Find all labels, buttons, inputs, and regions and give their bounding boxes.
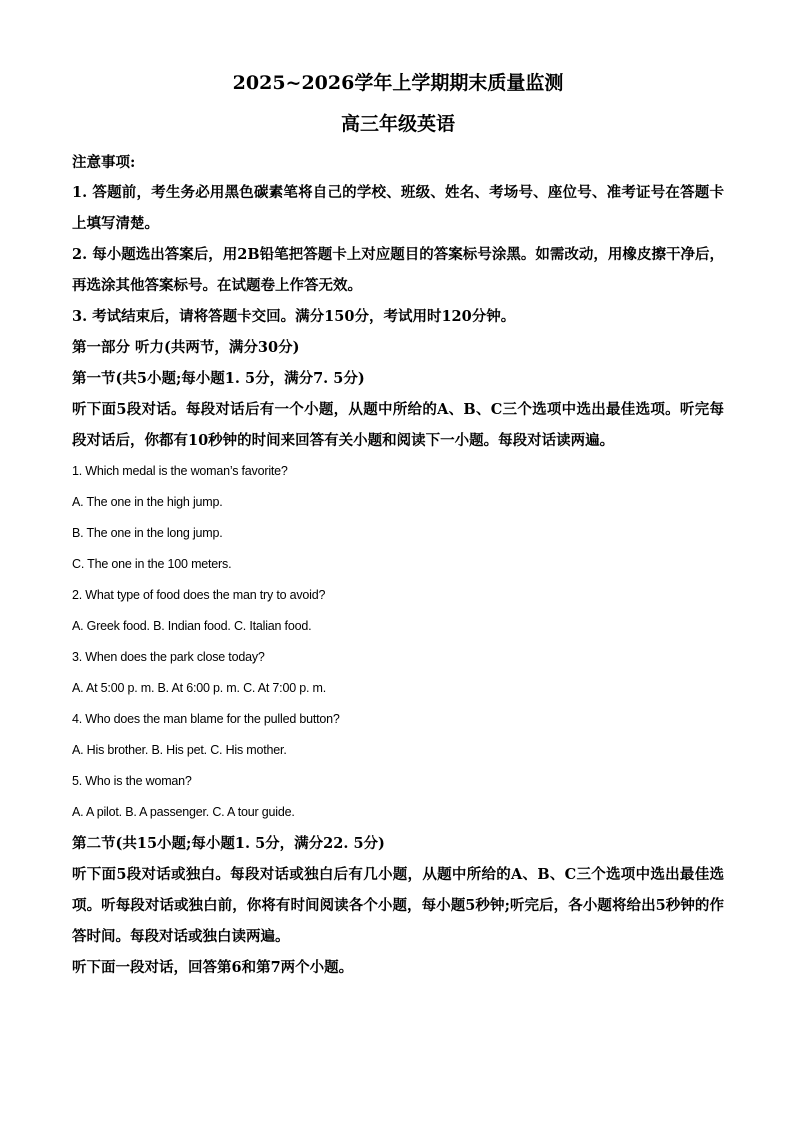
dialogue-intro: 听下面一段对话，回答第6和第7两个小题。 [72, 959, 354, 976]
exam-title: 2025~2026学年上学期期末质量监测 [232, 72, 564, 94]
note-item-3: 3. 考试结束后，请将答题卡交回。满分150分，考试用时120分钟。 [72, 308, 516, 325]
exam-page [72, 68, 724, 983]
question-stem: 1. Which medal is the woman’s favorite? [72, 464, 288, 478]
section2-instructions: 听下面5段对话或独白。每段对话或独白后有几小题，从题中所给的A、B、C三个选项中选出最佳选项。听每段对话或独白前，你将有时间阅读各个小题，每小题5秒钟;听完后，各小题将给出5秒钟的作答时间。每段对话或独白读两遍。 [72, 866, 724, 945]
section1-instructions: 听下面5段对话。每段对话后有一个小题，从题中所给的A、B、C三个选项中选出最佳选项。听完每段对话后，你都有10秒钟的时间来回答有关小题和阅读下一小题。每段对话读两遍。 [72, 401, 724, 449]
section2-heading: 第二节(共15小题;每小题1. 5分，满分22. 5分) [72, 835, 385, 852]
question-stem: 2. What type of food does the man try to avoid? [72, 588, 326, 602]
exam-subtitle: 高三年级英语 [340, 113, 455, 135]
section1-heading: 第一节(共5小题;每小题1. 5分，满分7. 5分) [72, 370, 365, 387]
question-option: C. The one in the 100 meters. [72, 557, 232, 571]
question-stem: 4. Who does the man blame for the pulled button? [72, 712, 340, 726]
question-option: A. The one in the high jump. [72, 495, 223, 509]
question-option: A. At 5:00 p. m. B. At 6:00 p. m. C. At 7:00 p. m. [72, 681, 327, 695]
note-item-1: 1. 答题前，考生务必用黑色碳素笔将自己的学校、班级、姓名、考场号、座位号、准考证号在答题卡上填写清楚。 [72, 184, 724, 232]
note-item-2: 2. 每小题选出答案后，用2B铅笔把答题卡上对应题目的答案标号涂黑。如需改动，用橡皮擦干净后，再选涂其他答案标号。在试题卷上作答无效。 [72, 246, 724, 294]
question-stem: 5. Who is the woman? [72, 774, 192, 788]
question-option: A. Greek food. B. Indian food. C. Italian food. [72, 619, 312, 633]
question-option: B. The one in the long jump. [72, 526, 223, 540]
part1-heading: 第一部分 听力(共两节，满分30分) [72, 339, 300, 356]
question-option: A. A pilot. B. A passenger. C. A tour guide. [72, 805, 295, 819]
notes-heading: 注意事项: [72, 154, 136, 171]
question-option: A. His brother. B. His pet. C. His mother. [72, 743, 287, 757]
question-stem: 3. When does the park close today? [72, 650, 265, 664]
